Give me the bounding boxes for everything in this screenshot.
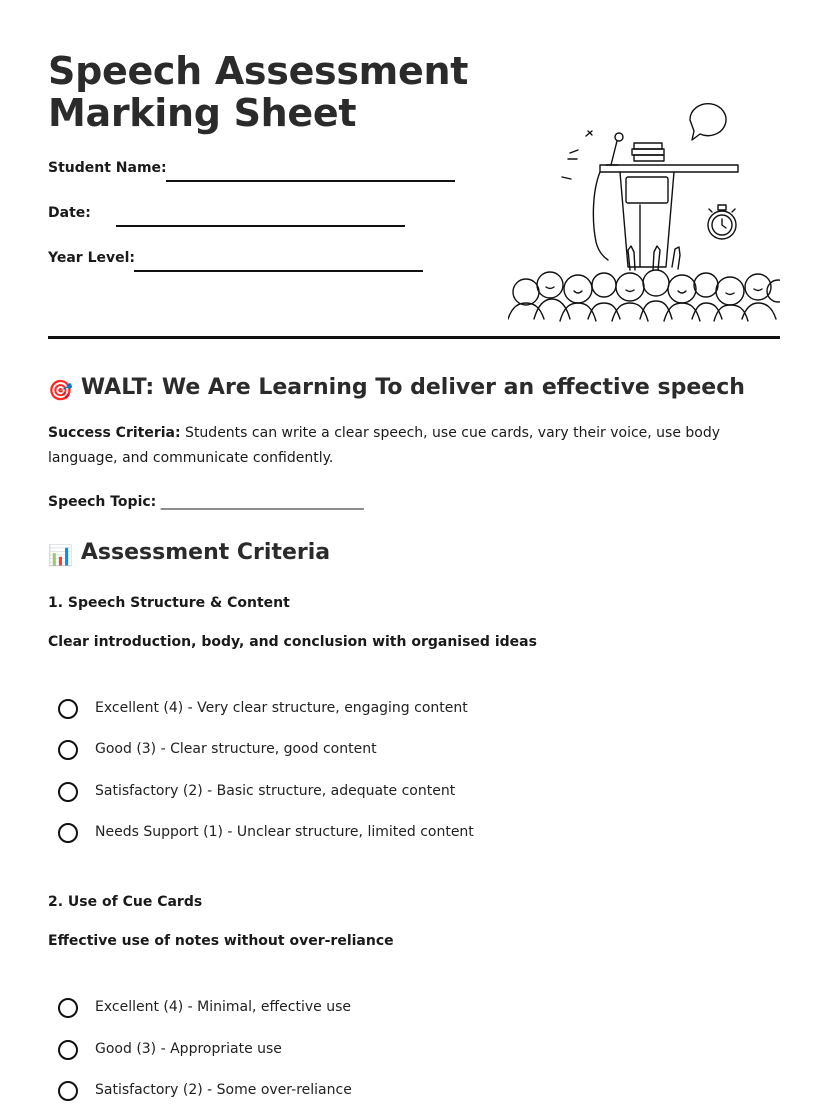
- year-level-line[interactable]: [134, 270, 423, 272]
- criterion-1-option-needs-support[interactable]: [58, 823, 758, 849]
- target-icon: 🎯: [48, 378, 73, 402]
- option-label: Satisfactory (2) - Basic structure, adequate content: [95, 783, 456, 799]
- option-label: Excellent (4) - Very clear structure, engaging content: [95, 700, 468, 716]
- option-label: Good (3) - Clear structure, good content: [95, 741, 377, 757]
- criterion-2-subtitle: Effective use of notes without over-reliance: [48, 933, 394, 949]
- radio-button[interactable]: [58, 740, 78, 760]
- criterion-1-option-excellent[interactable]: [58, 699, 758, 725]
- walt-heading-text: WALT: We Are Learning To deliver an effective speech: [80, 375, 745, 400]
- radio-button[interactable]: [58, 1040, 78, 1060]
- option-label: Good (3) - Appropriate use: [95, 1041, 282, 1057]
- student-name-line[interactable]: [166, 180, 455, 182]
- criterion-2-option-satisfactory[interactable]: [58, 1081, 758, 1107]
- option-label: Satisfactory (2) - Some over-reliance: [95, 1082, 352, 1098]
- speech-topic-blank[interactable]: _____________________________: [156, 494, 364, 510]
- student-name-field[interactable]: [48, 160, 468, 190]
- title-line-1: Speech Assessment: [48, 49, 469, 93]
- criterion-1-title: 1. Speech Structure & Content: [48, 595, 290, 611]
- assessment-heading-text: Assessment Criteria: [80, 540, 331, 565]
- option-label: Needs Support (1) - Unclear structure, limited content: [95, 824, 474, 840]
- success-criteria-label: Success Criteria:: [48, 425, 181, 441]
- page-title: [48, 50, 468, 134]
- criterion-1-option-satisfactory[interactable]: [58, 782, 758, 808]
- date-label: Date:: [48, 205, 91, 221]
- criterion-1-option-good[interactable]: [58, 740, 758, 766]
- student-name-label: Student Name:: [48, 160, 167, 176]
- date-line[interactable]: [116, 225, 405, 227]
- radio-button[interactable]: [58, 1081, 78, 1101]
- bar-chart-icon: 📊: [48, 543, 73, 567]
- option-label: Excellent (4) - Minimal, effective use: [95, 999, 351, 1015]
- radio-button[interactable]: [58, 782, 78, 802]
- radio-button[interactable]: [58, 699, 78, 719]
- assessment-heading: [48, 540, 330, 567]
- success-criteria-paragraph: [48, 421, 780, 471]
- speaker-podium-illustration: [508, 95, 780, 325]
- year-level-label: Year Level:: [48, 250, 136, 266]
- speech-topic-label: Speech Topic:: [48, 494, 157, 510]
- success-criteria-text: Students can write a clear speech, use cue cards, vary their voice, use body language, and communicate confidently.: [48, 425, 721, 466]
- criterion-2-option-good[interactable]: [58, 1040, 758, 1066]
- title-line-2: Marking Sheet: [48, 91, 357, 135]
- criterion-1-subtitle: Clear introduction, body, and conclusion with organised ideas: [48, 634, 537, 650]
- radio-button[interactable]: [58, 823, 78, 843]
- header-divider: [48, 336, 780, 339]
- radio-button[interactable]: [58, 998, 78, 1018]
- speech-topic-row: [48, 490, 780, 515]
- criterion-2-title: 2. Use of Cue Cards: [48, 894, 203, 910]
- walt-heading: [48, 375, 745, 402]
- criterion-2-option-excellent[interactable]: [58, 998, 758, 1024]
- date-field[interactable]: [48, 205, 468, 235]
- year-level-field[interactable]: [48, 250, 468, 280]
